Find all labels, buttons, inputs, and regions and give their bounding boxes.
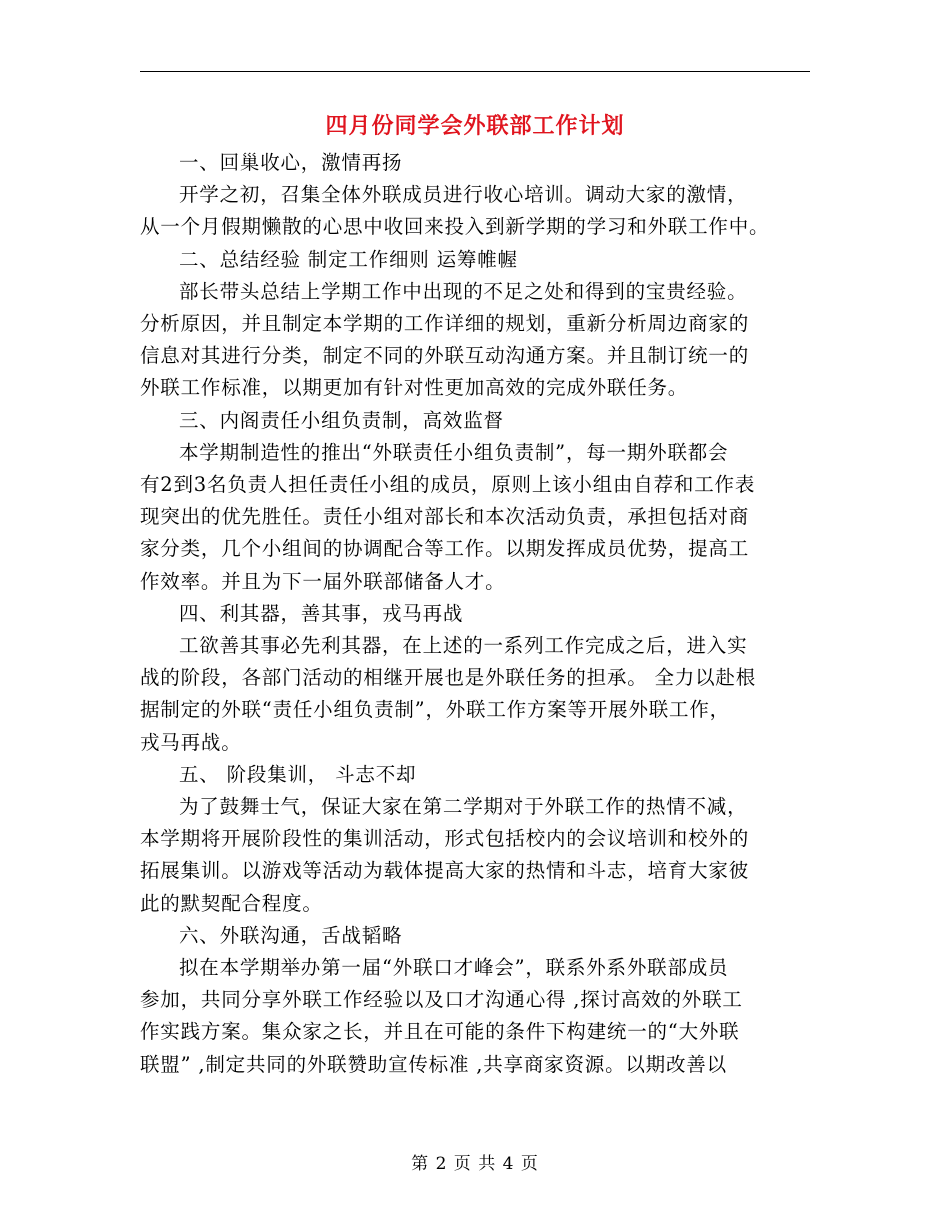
body-line: 五、 阶段集训， 斗志不却 — [179, 762, 417, 786]
body-line: 现突出的优先胜任。责任小组对部长和本次活动负责，承担包括对商 — [140, 505, 750, 529]
body-line: 拓展集训。以游戏等活动为载体提高大家的热情和斗志，培育大家彼 — [140, 859, 750, 883]
body-line: 六、外联沟通，舌战韬略 — [179, 923, 403, 947]
body-line: 工欲善其事必先利其器，在上述的一系列工作完成之后，进入实 — [179, 634, 748, 658]
body-line: 联盟” ,制定共同的外联赞助宣传标准 ,共享商家资源。以期改善以 — [140, 1052, 727, 1076]
body-line: 开学之初，召集全体外联成员进行收心培训。调动大家的激情， — [179, 183, 748, 207]
page-number: 第 2 页 共 4 页 — [411, 1154, 539, 1174]
body-line: 分析原因，并且制定本学期的工作详细的规划，重新分析周边商家的 — [140, 312, 750, 336]
body-line: 部长带头总结上学期工作中出现的不足之处和得到的宝贵经验。 — [179, 279, 748, 303]
body-line: 为了鼓舞士气，保证大家在第二学期对于外联工作的热情不减， — [179, 795, 748, 819]
header-rule — [140, 71, 810, 72]
body-line: 二、总结经验 制定工作细则 运筹帷幄 — [179, 247, 518, 271]
body-line: 战的阶段，各部门活动的相继开展也是外联任务的担承。 全力以赴根 — [140, 666, 756, 690]
body-line: 本学期制造性的推出“外联责任小组负责制”，每一期外联都会 — [179, 440, 729, 464]
document-title: 四月份同学会外联部工作计划 — [325, 113, 625, 139]
body-line: 外联工作标准，以期更加有针对性更加高效的完成外联任务。 — [140, 376, 689, 400]
body-line: 从一个月假期懒散的心思中收回来投入到新学期的学习和外联工作中。 — [140, 215, 770, 239]
document-body — [140, 147, 820, 1081]
body-line: 三、内阁责任小组负责制，高效监督 — [179, 408, 504, 432]
body-line: 参加，共同分享外联工作经验以及口才沟通心得 ,探讨高效的外联工 — [140, 988, 743, 1012]
body-line: 一、回巢收心，激情再扬 — [179, 151, 403, 174]
body-line: 戎马再战。 — [140, 730, 242, 754]
body-line: 四、利其器，善其事，戎马再战 — [179, 601, 464, 625]
body-line: 据制定的外联“责任小组负责制”，外联工作方案等开展外联工作， — [140, 698, 730, 722]
body-line: 此的默契配合程度。 — [140, 891, 323, 915]
body-line: 作实践方案。集众家之长，并且在可能的条件下构建统一的“大外联 — [140, 1020, 740, 1044]
body-line: 有2到3名负责人担任责任小组的成员，原则上该小组由自荐和工作表 — [140, 473, 756, 497]
body-line: 拟在本学期举办第一届“外联口才峰会”，联系外系外联部成员 — [179, 956, 729, 980]
body-line: 信息对其进行分类，制定不同的外联互动沟通方案。并且制订统一的 — [140, 344, 750, 368]
body-line: 家分类，几个小组间的协调配合等工作。以期发挥成员优势，提高工 — [140, 537, 750, 561]
body-line: 本学期将开展阶段性的集训活动，形式包括校内的会议培训和校外的 — [140, 827, 750, 851]
body-line: 作效率。并且为下一届外联部储备人才。 — [140, 569, 506, 593]
